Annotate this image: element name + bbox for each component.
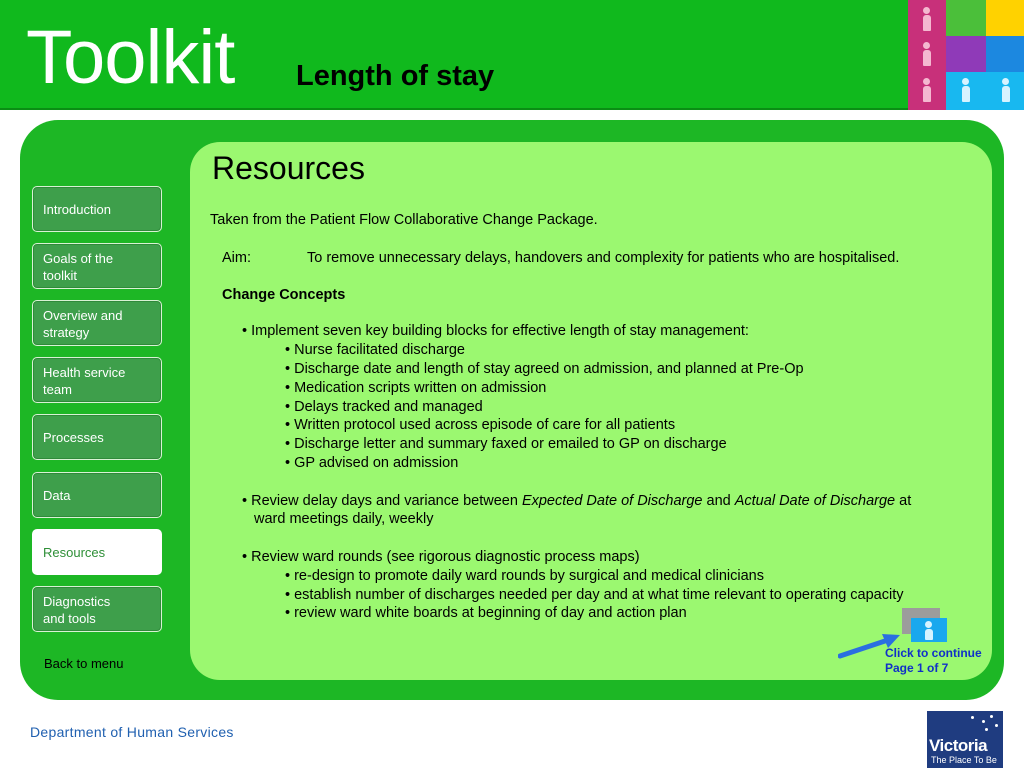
nav-resources[interactable] <box>32 529 162 575</box>
bullet-emphasis: Actual Date of Discharge <box>734 492 896 509</box>
nav-item-label: Health service team <box>43 365 126 397</box>
victoria-logo <box>927 711 1003 768</box>
page-subtitle: Length of stay <box>296 60 495 92</box>
bullet-text: • Review delay days and variance between <box>242 492 522 509</box>
sub-bullet-item: • establish number of discharges needed per day and at what time relevant to operating capacity <box>285 586 904 603</box>
nav-item-label: Resources <box>43 545 106 560</box>
continue-tile-blue[interactable] <box>911 618 947 642</box>
mosaic-tile-blue <box>986 36 1024 72</box>
bullet-item: • Review ward rounds (see rigorous diagnostic process maps) <box>242 548 640 565</box>
star-icon <box>995 724 998 727</box>
sub-bullet-item: • Written protocol used across episode of care for all patients <box>285 417 676 434</box>
intro-text: Taken from the Patient Flow Collaborative Change Package. <box>210 212 598 228</box>
nav-overview[interactable] <box>32 300 162 346</box>
nav-health-service-team[interactable] <box>32 357 162 403</box>
department-name: Department of Human Services <box>30 724 234 740</box>
mosaic-tile-cyan <box>946 72 1024 110</box>
change-concepts-heading: Change Concepts <box>222 286 346 303</box>
continue-label[interactable]: Click to continue <box>885 646 982 660</box>
star-icon <box>985 728 988 731</box>
nav-item-label: Introduction <box>43 202 111 217</box>
sub-bullet-item: • Discharge date and length of stay agreed on admission, and planned at Pre-Op <box>285 360 804 377</box>
bullet-continuation: ward meetings daily, weekly <box>254 511 434 528</box>
bullet-item: • Implement seven key building blocks for effective length of stay management: <box>242 323 749 340</box>
sub-bullet-item: • review ward white boards at beginning of day and action plan <box>285 605 687 622</box>
star-icon <box>982 720 985 723</box>
nav-item-label: Diagnostics and tools <box>43 594 111 626</box>
nav-item-label: Data <box>43 488 71 503</box>
content-body <box>210 211 980 623</box>
sub-bullet-item: • GP advised on admission <box>285 454 459 471</box>
nav-item-label: Overview and strategy <box>43 308 123 340</box>
mosaic-tile-purple <box>946 36 986 72</box>
nav-item-label: Processes <box>43 430 104 445</box>
sub-bullet-item: • re-design to promote daily ward rounds by surgical and medical clinicians <box>285 567 764 584</box>
aim-row <box>210 249 980 268</box>
mosaic-tile-green <box>946 0 986 36</box>
section-title: Resources <box>212 150 365 186</box>
spacer <box>210 473 980 492</box>
nav-item-label: Goals of the toolkit <box>43 251 114 283</box>
sub-bullet-item: • Medication scripts written on admission <box>285 379 547 396</box>
nav-introduction[interactable] <box>32 186 162 232</box>
bullet-text: and <box>702 492 735 509</box>
header-divider <box>0 108 1024 110</box>
spacer <box>210 529 980 548</box>
bullet-emphasis: Expected Date of Discharge <box>521 492 703 509</box>
nav-processes[interactable] <box>32 414 162 460</box>
nav-data[interactable] <box>32 472 162 518</box>
sub-bullet-item: • Discharge letter and summary faxed or emailed to GP on discharge <box>285 436 727 453</box>
page-indicator: Page 1 of 7 <box>885 661 949 675</box>
toolkit-title: Toolkit <box>26 15 235 100</box>
continue-link[interactable] <box>885 646 982 676</box>
logo-word: Victoria <box>929 736 988 755</box>
star-icon <box>990 715 993 718</box>
nav-diagnostics[interactable] <box>32 586 162 632</box>
star-icon <box>971 716 974 719</box>
back-to-menu-link[interactable]: Back to menu <box>44 656 124 671</box>
bullet-text: at <box>895 492 912 509</box>
header-mosaic <box>908 0 1024 110</box>
aim-label: Aim: <box>222 249 251 266</box>
sub-bullet-item: • Delays tracked and managed <box>285 398 483 415</box>
mosaic-tile-yellow <box>986 0 1024 36</box>
nav-goals[interactable] <box>32 243 162 289</box>
aim-text: To remove unnecessary delays, handovers and complexity for patients who are hospitalised. <box>307 249 900 266</box>
sub-bullet-item: • Nurse facilitated discharge <box>285 342 465 359</box>
bullet-item <box>210 492 980 511</box>
logo-tagline: The Place To Be <box>931 755 997 765</box>
